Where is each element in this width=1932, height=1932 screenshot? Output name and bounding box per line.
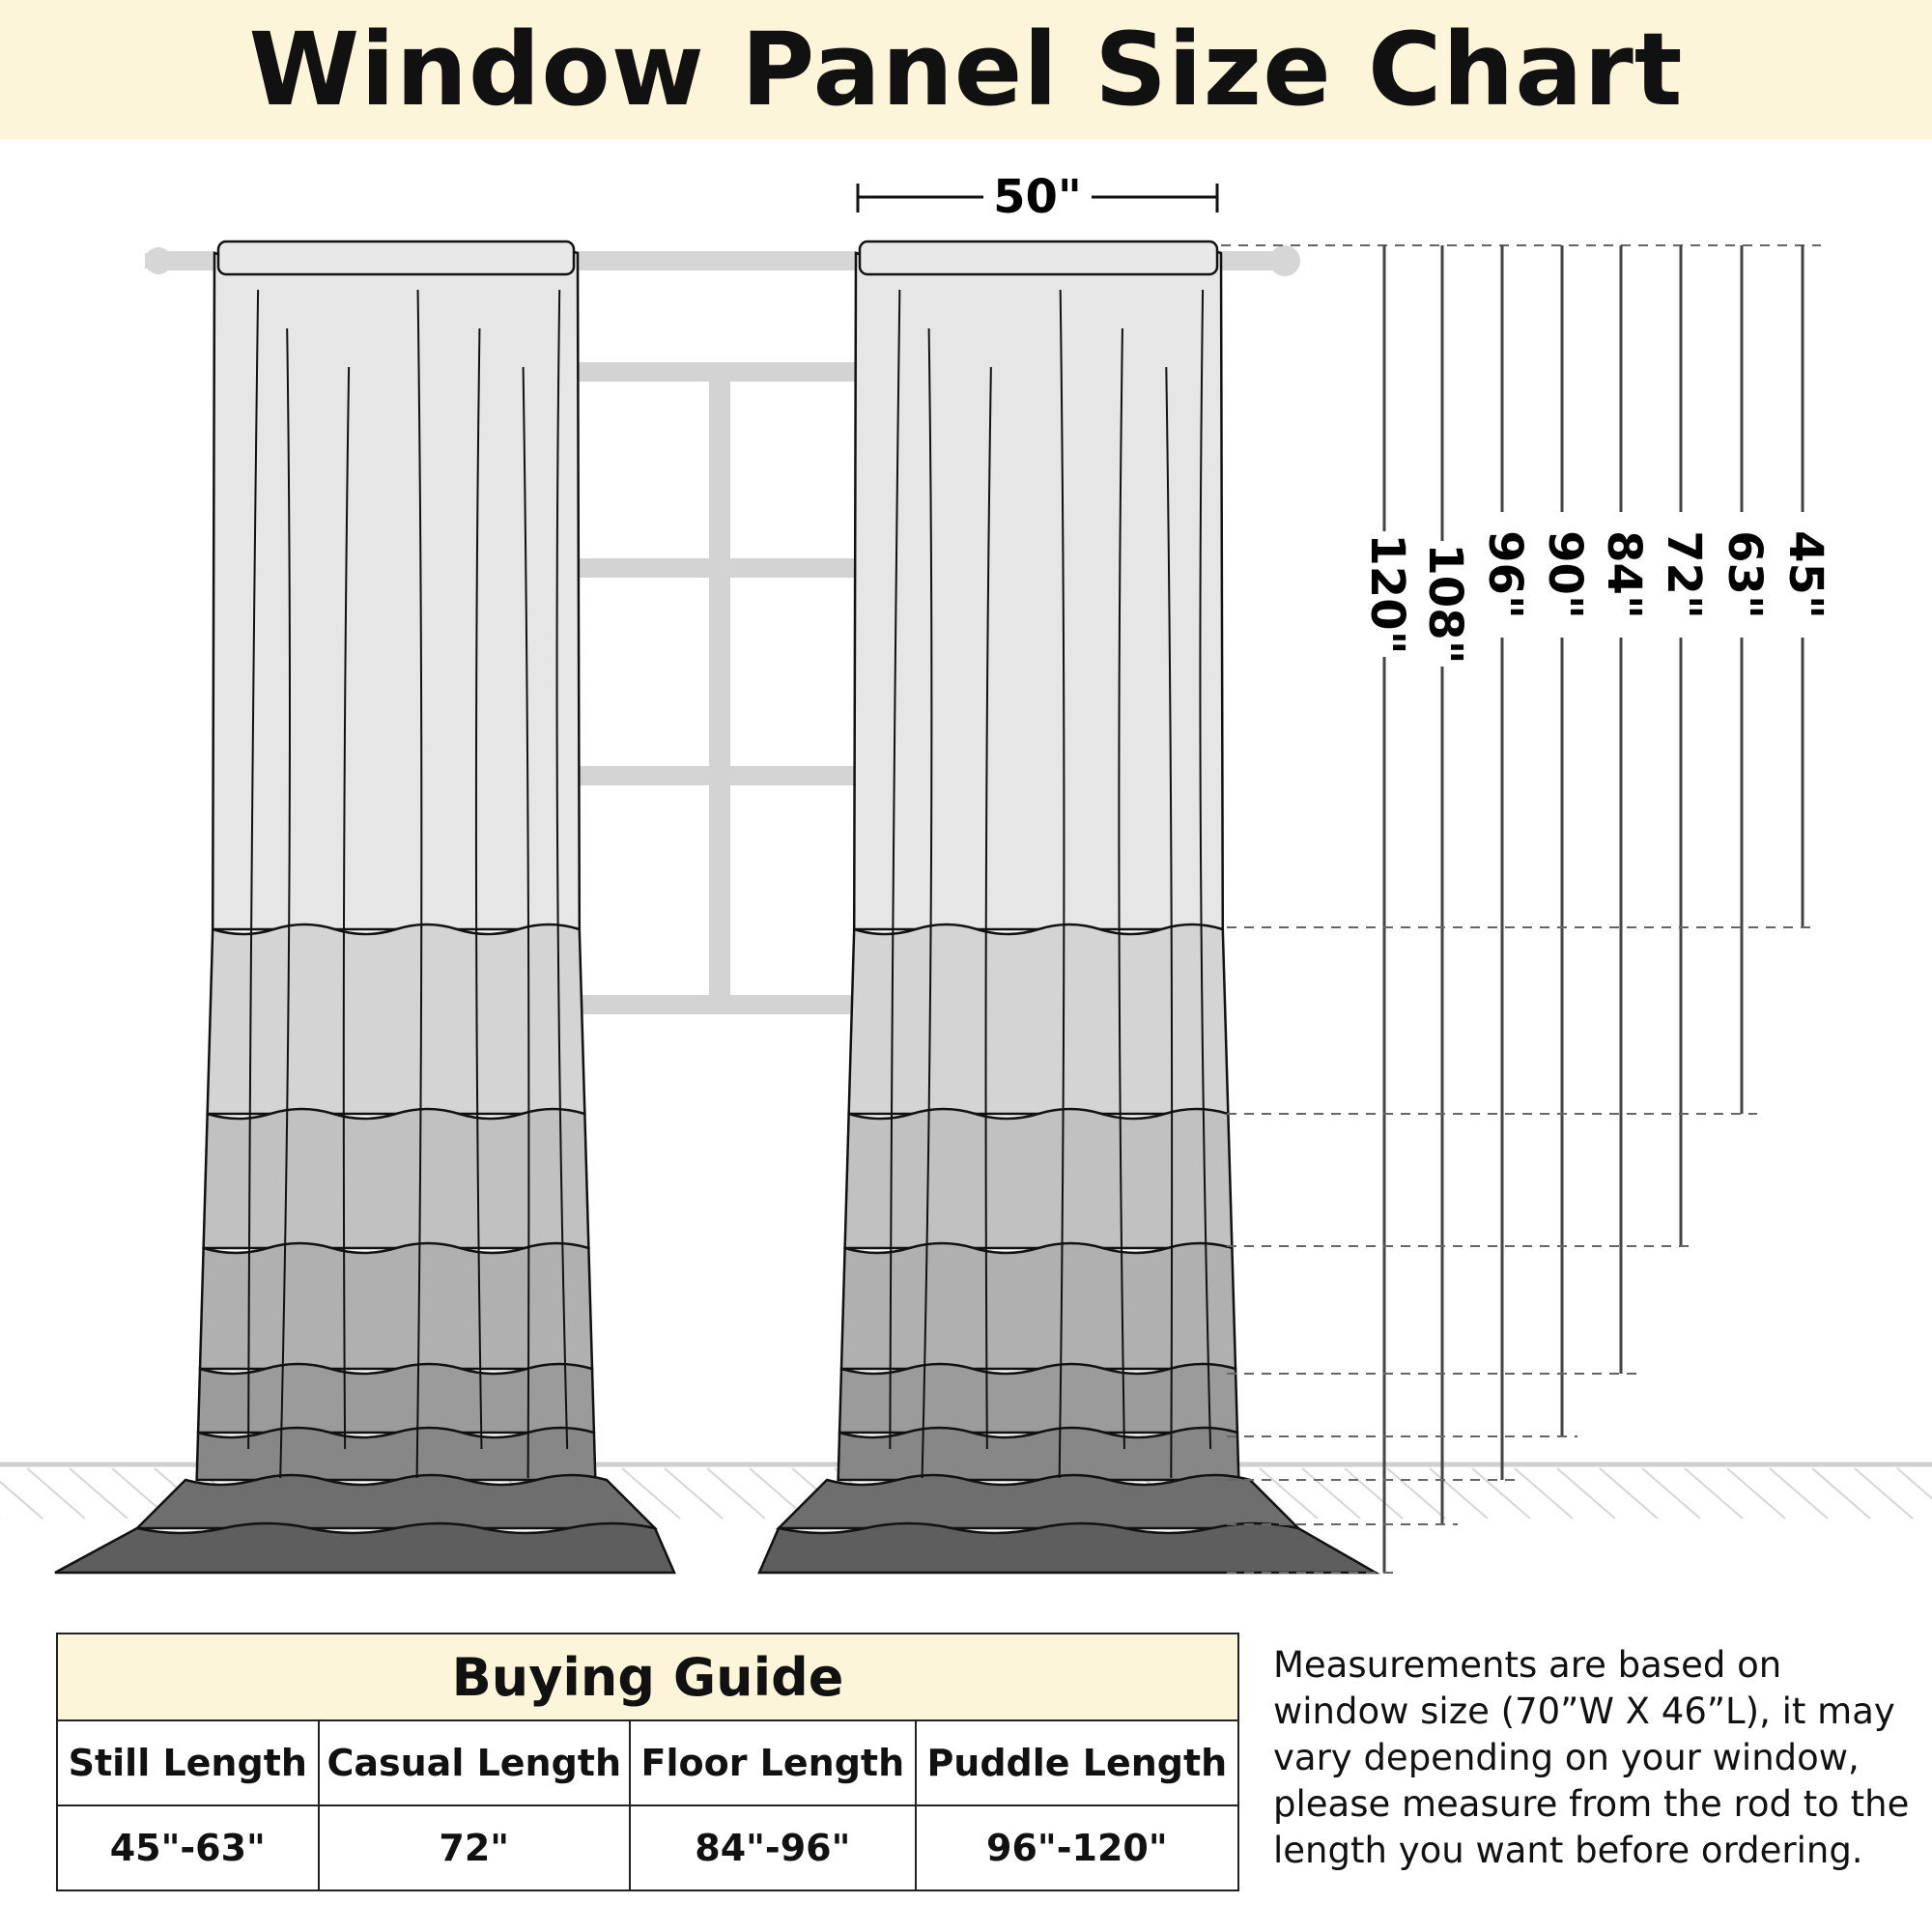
- header-floor-length: Floor Length: [630, 1720, 916, 1805]
- header-puddle-length: Puddle Length: [916, 1720, 1238, 1805]
- floor-hatch-line: [1897, 1468, 1932, 1519]
- curtain-band: [841, 1243, 1236, 1369]
- curtain-band: [838, 1428, 1239, 1480]
- floor-hatch-line: [1770, 1468, 1828, 1519]
- curtain-header-pocket: [218, 242, 574, 274]
- curtain-band: [198, 1364, 594, 1433]
- floor-hatch-line: [1812, 1468, 1870, 1519]
- floor-hatch-line: [1387, 1468, 1445, 1519]
- length-label: 63": [1718, 530, 1772, 619]
- value-puddle-length: 96"-120": [916, 1805, 1238, 1890]
- floor-hatch-line: [707, 1468, 765, 1519]
- measurement-note: Measurements are based on window size (70”W X 46”L), it may vary depending on your window, please measure from the rod to the length you want before ordering.: [1273, 1644, 1910, 1871]
- floor-hatch-line: [1727, 1468, 1785, 1519]
- floor-hatch-line: [1600, 1468, 1658, 1519]
- curtain-band: [200, 1243, 592, 1369]
- floor-hatch-line: [1557, 1468, 1615, 1519]
- width-label: 50": [993, 170, 1082, 224]
- length-label: 120": [1360, 533, 1414, 655]
- curtain-band: [759, 1523, 1376, 1573]
- length-label: 45": [1778, 530, 1833, 619]
- curtain-band: [204, 1109, 589, 1248]
- length-label: 72": [1657, 530, 1711, 619]
- length-label: 108": [1418, 543, 1472, 665]
- curtain-band: [845, 1109, 1233, 1248]
- length-label: 84": [1597, 530, 1651, 619]
- floor-hatch-line: [665, 1468, 723, 1519]
- curtain-band: [213, 248, 580, 929]
- table-value-row: [57, 1805, 1238, 1890]
- floor-hatch-line: [1302, 1468, 1360, 1519]
- left-curtain-panel: [55, 242, 674, 1573]
- curtain-band: [779, 1475, 1298, 1528]
- curtain-header-pocket: [860, 242, 1217, 274]
- floor-hatch-line: [70, 1468, 128, 1519]
- floor-hatch-line: [1430, 1468, 1488, 1519]
- curtain-band: [197, 1428, 596, 1480]
- page-title: Window Panel Size Chart: [248, 11, 1684, 128]
- header-casual-length: Casual Length: [319, 1720, 630, 1805]
- table-header-row: [57, 1720, 1238, 1805]
- floor-hatch-line: [1685, 1468, 1743, 1519]
- curtain-band: [854, 248, 1223, 929]
- floor-hatch-line: [1642, 1468, 1700, 1519]
- buying-guide-title: Buying Guide: [57, 1634, 1238, 1720]
- value-casual-length: 72": [319, 1805, 630, 1890]
- floor-hatch-line: [1855, 1468, 1913, 1519]
- curtain-band: [839, 1364, 1237, 1433]
- value-floor-length: 84"-96": [630, 1805, 916, 1890]
- length-label: 96": [1478, 530, 1532, 619]
- window-frame: [575, 362, 865, 1014]
- length-dimensions: [1221, 245, 1833, 1573]
- buying-guide-table: [56, 1633, 1239, 1891]
- floor-hatch-line: [1515, 1468, 1573, 1519]
- floor-hatch-line: [27, 1468, 85, 1519]
- length-label: 90": [1538, 530, 1592, 619]
- header-still-length: Still Length: [57, 1720, 319, 1805]
- curtain-band: [55, 1523, 674, 1573]
- value-still-length: 45"-63": [57, 1805, 319, 1890]
- floor-hatch-line: [1345, 1468, 1403, 1519]
